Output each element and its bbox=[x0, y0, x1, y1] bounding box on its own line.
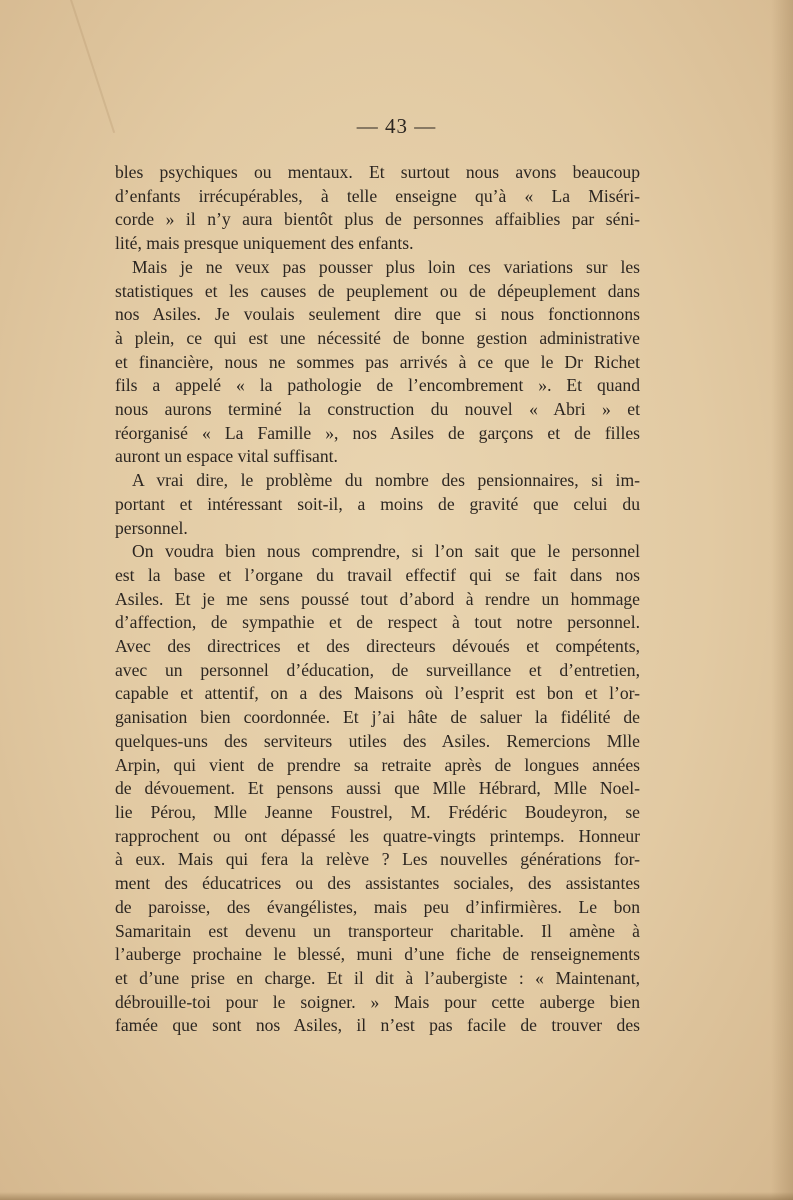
text-line: est la base et l’organe du travail effectif qui se fait dans nos bbox=[115, 564, 640, 585]
text-line: de dévouement. Et pensons aussi que Mlle Hébrard, Mlle Noel- bbox=[115, 778, 640, 799]
text-line: Samaritain est devenu un transporteur charitable. Il amène à bbox=[115, 920, 640, 941]
text-line: auront un espace vital suffisant. bbox=[115, 446, 338, 467]
page-bottom-shadow bbox=[0, 1192, 793, 1200]
text-line: de paroisse, des évangélistes, mais peu d’infirmières. Le bon bbox=[115, 896, 640, 917]
text-line: On voudra bien nous comprendre, si l’on sait que le personnel bbox=[132, 541, 640, 562]
text-line: avec un personnel d’éducation, de surveillance et d’entretien, bbox=[115, 659, 640, 680]
text-line: d’enfants irrécupérables, à telle enseigne qu’à « La Miséri- bbox=[115, 185, 640, 206]
text-line: l’auberge prochaine le blessé, muni d’une fiche de renseignements bbox=[115, 944, 640, 965]
text-line: ment des éducatrices ou des assistantes sociales, des assistantes bbox=[115, 873, 640, 894]
text-line: Avec des directrices et des directeurs dévoués et compétents, bbox=[115, 636, 640, 657]
text-line: à plein, ce qui est une nécessité de bonne gestion administrative bbox=[115, 327, 640, 348]
text-line: et financière, nous ne sommes pas arrivés à ce que le Dr Richet bbox=[115, 351, 640, 372]
text-line: et d’une prise en charge. Et il dit à l’aubergiste : « Maintenant, bbox=[115, 967, 640, 988]
page-number: — 43 — bbox=[356, 114, 437, 138]
text-line: ganisation bien coordonnée. Et j’ai hâte de saluer la fidélité de bbox=[115, 707, 640, 728]
text-line: corde » il n’y aura bientôt plus de personnes affaiblies par séni- bbox=[115, 209, 640, 230]
text-line: nous aurons terminé la construction du nouvel « Abri » et bbox=[115, 399, 640, 420]
text-line: Asiles. Et je me sens poussé tout d’abord à rendre un hommage bbox=[115, 588, 640, 609]
text-line: lie Pérou, Mlle Jeanne Foustrel, M. Frédéric Boudeyron, se bbox=[115, 801, 640, 822]
page-edge-shadow bbox=[771, 0, 793, 1200]
text-line: personnel. bbox=[115, 517, 188, 538]
text-line: Mais je ne veux pas pousser plus loin ces variations sur les bbox=[132, 256, 640, 277]
text-line: Arpin, qui vient de prendre sa retraite après de longues années bbox=[115, 754, 640, 775]
text-line: lité, mais presque uniquement des enfants. bbox=[115, 233, 414, 254]
body-text bbox=[115, 161, 640, 1038]
text-line: famée que sont nos Asiles, il n’est pas facile de trouver des bbox=[115, 1015, 640, 1036]
text-line: rapprochent ou ont dépassé les quatre-vingts printemps. Honneur bbox=[115, 825, 640, 846]
text-line: A vrai dire, le problème du nombre des pensionnaires, si im- bbox=[132, 470, 640, 491]
text-line: capable et attentif, on a des Maisons où l’esprit est bon et l’or- bbox=[115, 683, 640, 704]
text-line: d’affection, de sympathie et de respect à tout notre personnel. bbox=[115, 612, 640, 633]
text-line: fils a appelé « la pathologie de l’encombrement ». Et quand bbox=[115, 375, 640, 396]
text-line: portant et intéressant soit-il, a moins de gravité que celui du bbox=[115, 493, 640, 514]
text-line: quelques-uns des serviteurs utiles des Asiles. Remercions Mlle bbox=[115, 730, 640, 751]
text-line: statistiques et les causes de peuplement ou de dépeuplement dans bbox=[115, 280, 640, 301]
text-line: nos Asiles. Je voulais seulement dire que si nous fonctionnons bbox=[115, 304, 640, 325]
text-line: bles psychiques ou mentaux. Et surtout nous avons beaucoup bbox=[115, 162, 640, 182]
text-line: réorganisé « La Famille », nos Asiles de garçons et de filles bbox=[115, 422, 640, 443]
text-line: à eux. Mais qui fera la relève ? Les nouvelles générations for- bbox=[115, 849, 640, 870]
text-line: débrouille-toi pour le soigner. » Mais pour cette auberge bien bbox=[115, 991, 640, 1012]
